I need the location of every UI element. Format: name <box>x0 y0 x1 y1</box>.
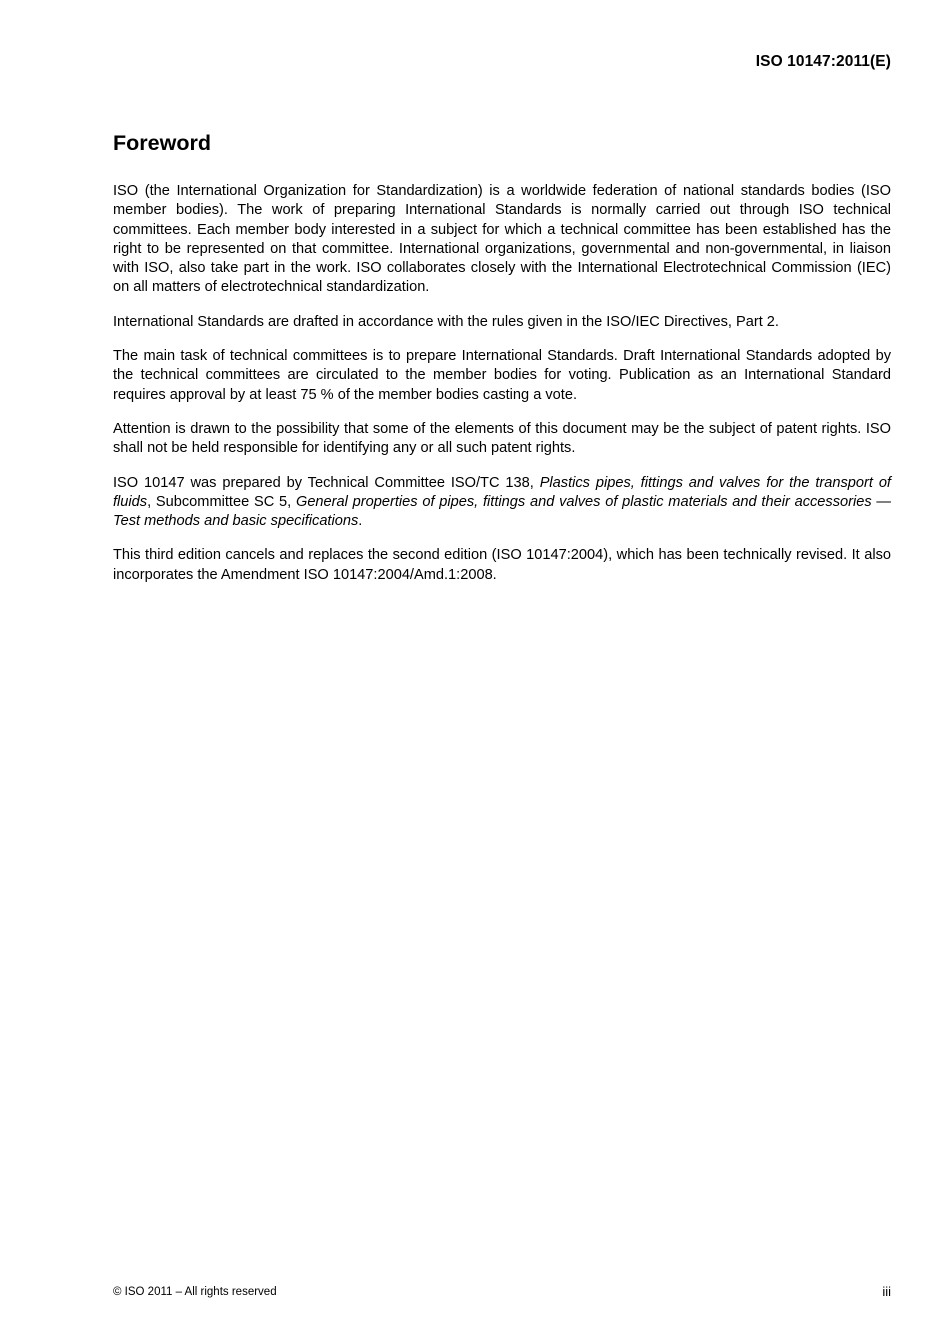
foreword-body <box>113 182 891 585</box>
paragraph-edition-note: This third edition cancels and replaces the second edition (ISO 10147:2004), which has been technically revised. It also incorporates the Amendment ISO 10147:2004/Amd.1:2008. <box>113 547 891 583</box>
paragraph-iso-intro: ISO (the International Organization for Standardization) is a worldwide federation of national standards bodies (ISO member bodies). The work of preparing International Standards is normally carried out through ISO technical committees. Each member body interested in a subject for which a technical committee has been established has the right to be represented on that committee. International organizations, governmental and non-governmental, in liaison with ISO, also take part in the work. ISO collaborates closely with the International Electrotechnical Commission (IEC) on all matters of electrotechnical standardization. <box>113 183 891 296</box>
prepared-by-text-3: . <box>358 513 363 530</box>
prepared-by-text-2: , Subcommittee SC 5, <box>147 493 296 510</box>
page-title: Foreword <box>113 131 211 155</box>
committee-title: Plastics pipes, fittings and valves for the transport of fluids <box>113 474 891 510</box>
footer-page-number: iii <box>882 1284 891 1299</box>
paragraph-patent-notice: Attention is drawn to the possibility that some of the elements of this document may be the subject of patent rights. ISO shall not be held responsible for identifying any or all such patent rights. <box>113 420 891 457</box>
prepared-by-text-1: ISO 10147 was prepared by Technical Committee ISO/TC 138, <box>113 474 540 491</box>
paragraph-directives: International Standards are drafted in accordance with the rules given in the ISO/IEC Directives, Part 2. <box>113 313 779 330</box>
paragraph-committee-task: The main task of technical committees is to prepare International Standards. Draft International Standards adopted by the technical committees are circulated to the member bodies for voting. Publication as an International Standard requires approval by at least 75 % of the member bodies casting a vote. <box>113 348 891 403</box>
document-id-header: ISO 10147:2011(E) <box>755 53 891 70</box>
paragraph-prepared-by <box>113 474 891 532</box>
subcommittee-title: General properties of pipes, fittings and valves of plastic materials and their accessories — Test methods and basic specifications <box>113 493 892 530</box>
footer-copyright: © ISO 2011 – All rights reserved <box>113 1286 277 1298</box>
